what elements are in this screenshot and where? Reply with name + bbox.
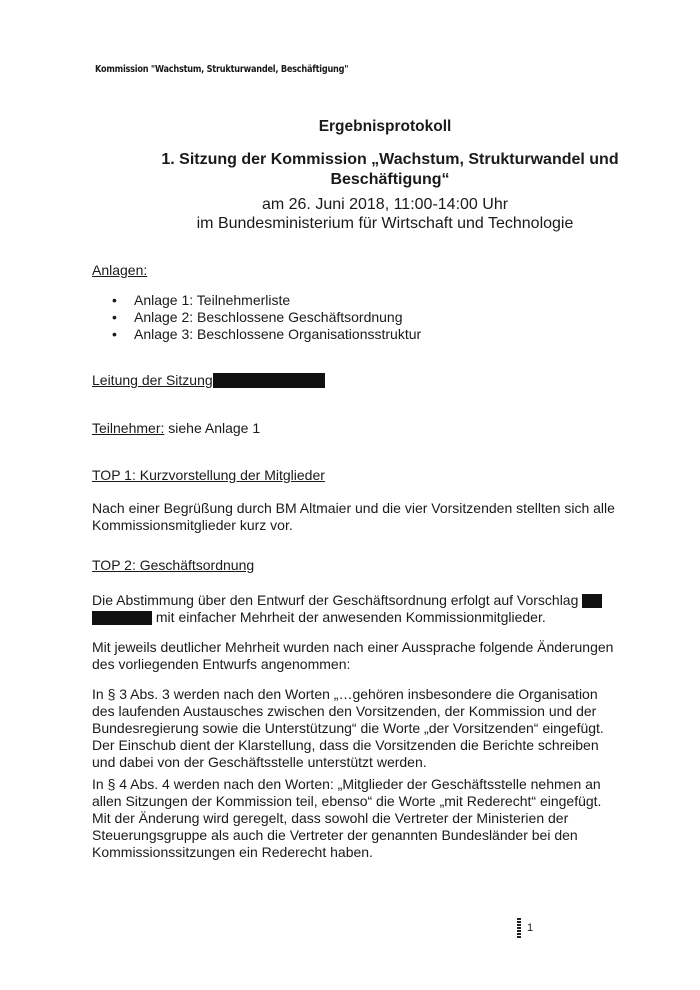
top2-paragraph-2: Mit jeweils deutlicher Mehrheit wurden nach einer Aussprache folgende Änderungen des vorliegenden Entwurfs angenommen: — [92, 639, 614, 672]
page-number: 1 — [527, 922, 534, 934]
top2-paragraph-1 — [92, 592, 617, 626]
list-item: • Anlage 3: Beschlossene Organisationsstruktur — [112, 326, 421, 343]
meeting-date: am 26. Juni 2018, 11:00-14:00 Uhr — [261, 196, 509, 213]
document-subtitle: 1. Sitzung der Kommission „Wachstum, Strukturwandel und Beschäftigung“ — [161, 151, 619, 188]
list-item: • Anlage 2: Beschlossene Geschäftsordnung — [112, 309, 421, 326]
leitung-label: Leitung der Sitzung — [92, 372, 213, 388]
top2-paragraph-3: In § 3 Abs. 3 werden nach den Worten „…gehören insbesondere die Organisation des laufenden Austausches zwischen den Vorsitzenden, der Kommission und der Bundesregierung sowie die Unterstützung“ die Worte „der Vorsitzenden“ eingefügt. Der Einschub dient der Klarstellung, dass die Vorsitzenden die Berichte schreiben und dabei von der Geschäftsstelle unterstützt werden. — [92, 686, 604, 770]
leitung-line — [92, 372, 325, 389]
teilnehmer-label: Teilnehmer: — [92, 420, 165, 436]
redaction-bar — [582, 594, 602, 608]
list-item: • Anlage 1: Teilnehmerliste — [112, 292, 421, 309]
top2-paragraph-4: In § 4 Abs. 4 werden nach den Worten: „Mitglieder der Geschäftsstelle nehmen an allen Sitzungen der Kommission teil, ebenso“ die Worte „mit Rederecht“ eingefügt. Mit der Änderung wird geregelt, dass sowohl die Vertreter der Ministerien der Steuerungsgruppe als auch die Vertreter der genannten Bundesländer bei den Kommissionssitzungen ein Rederecht haben. — [92, 776, 602, 860]
header-note: Kommission "Wachstum, Strukturwandel, Beschäftigung" — [95, 64, 349, 75]
top1-heading: TOP 1: Kurzvorstellung der Mitglieder — [92, 467, 325, 483]
meeting-place: im Bundesministerium für Wirtschaft und Technologie — [196, 215, 574, 232]
top2-p1-part-a: Die Abstimmung über den Entwurf der Geschäftsordnung erfolgt auf Vorschlag — [92, 592, 579, 608]
document-title: Ergebnisprotokoll — [318, 118, 452, 135]
redaction-bar — [213, 373, 325, 388]
teilnehmer-value: siehe Anlage 1 — [164, 420, 261, 436]
top1-text: Nach einer Begrüßung durch BM Altmaier und die vier Vorsitzenden stellten sich alle Kommissionsmitglieder kurz vor. — [92, 500, 615, 533]
redaction-bar — [92, 611, 152, 625]
page-mark — [517, 918, 521, 938]
top2-heading: TOP 2: Geschäftsordnung — [92, 557, 255, 573]
anlagen-heading: Anlagen: — [92, 262, 148, 278]
anlagen-list — [112, 292, 421, 343]
top2-p1-part-b: mit einfacher Mehrheit der anwesenden Kommissionmitglieder. — [155, 609, 546, 625]
teilnehmer-line — [92, 420, 260, 437]
